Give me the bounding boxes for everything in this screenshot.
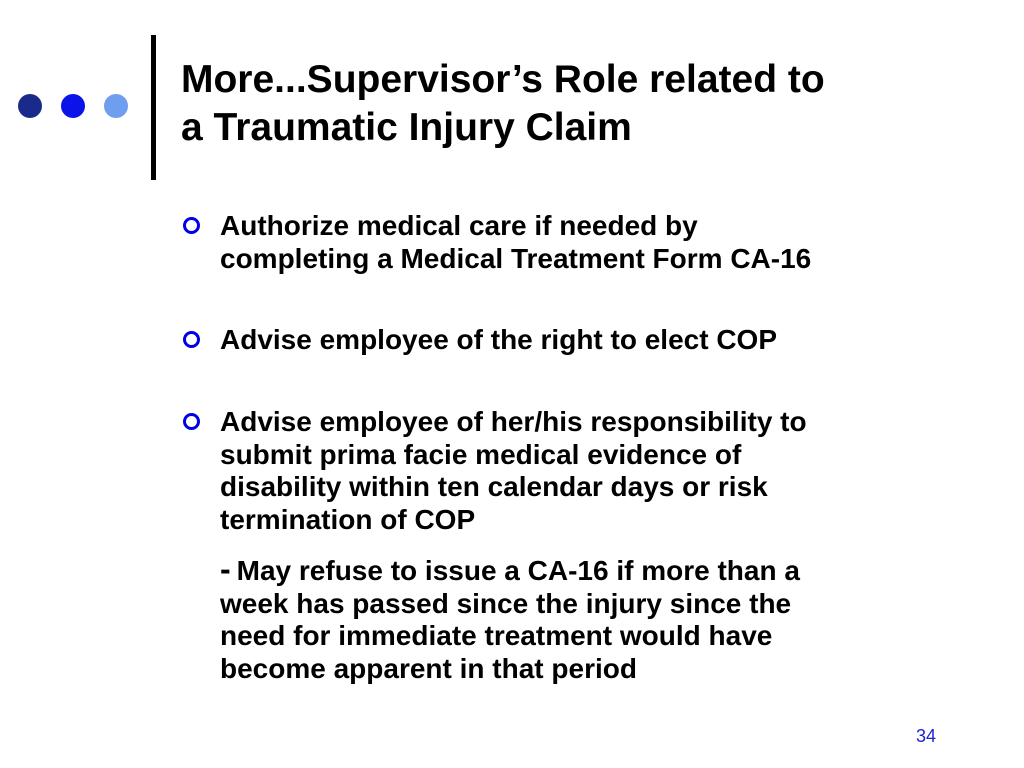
sub-note-text: May refuse to issue a CA-16 if more than a xyxy=(236,555,800,586)
sub-note-line: week has passed since the injury since the xyxy=(220,587,792,619)
bullet-line: submit prima facie medical evidence of xyxy=(220,438,742,470)
bullet-text xyxy=(220,406,980,536)
sub-note-line xyxy=(220,553,1000,588)
bullet-text xyxy=(220,210,980,275)
bullet-line: Advise employee of her/his responsibility to xyxy=(220,406,807,437)
sub-note-line: need for immediate treatment would have xyxy=(220,620,773,651)
title-line-1: More...Supervisor’s Role related to xyxy=(181,58,825,101)
bullet-line: Authorize medical care if needed by xyxy=(220,210,698,241)
bullet-text xyxy=(220,324,980,357)
bullet-line: Advise employee of the right to elect COP xyxy=(220,324,778,355)
hollow-circle-bullet-icon xyxy=(183,217,200,234)
bullet-line: termination of COP xyxy=(220,503,476,535)
bullet-line: disability within ten calendar days or risk xyxy=(220,471,768,502)
sub-note-line: become apparent in that period xyxy=(220,652,637,684)
sub-note-dash: - xyxy=(220,551,231,587)
page-number: 34 xyxy=(915,726,936,746)
hollow-circle-bullet-icon xyxy=(183,331,200,348)
title-line-2: a Traumatic Injury Claim xyxy=(181,106,632,149)
sub-note xyxy=(220,553,1000,685)
bullet-line: completing a Medical Treatment Form CA-16 xyxy=(220,242,812,274)
hollow-circle-bullet-icon xyxy=(183,413,200,430)
